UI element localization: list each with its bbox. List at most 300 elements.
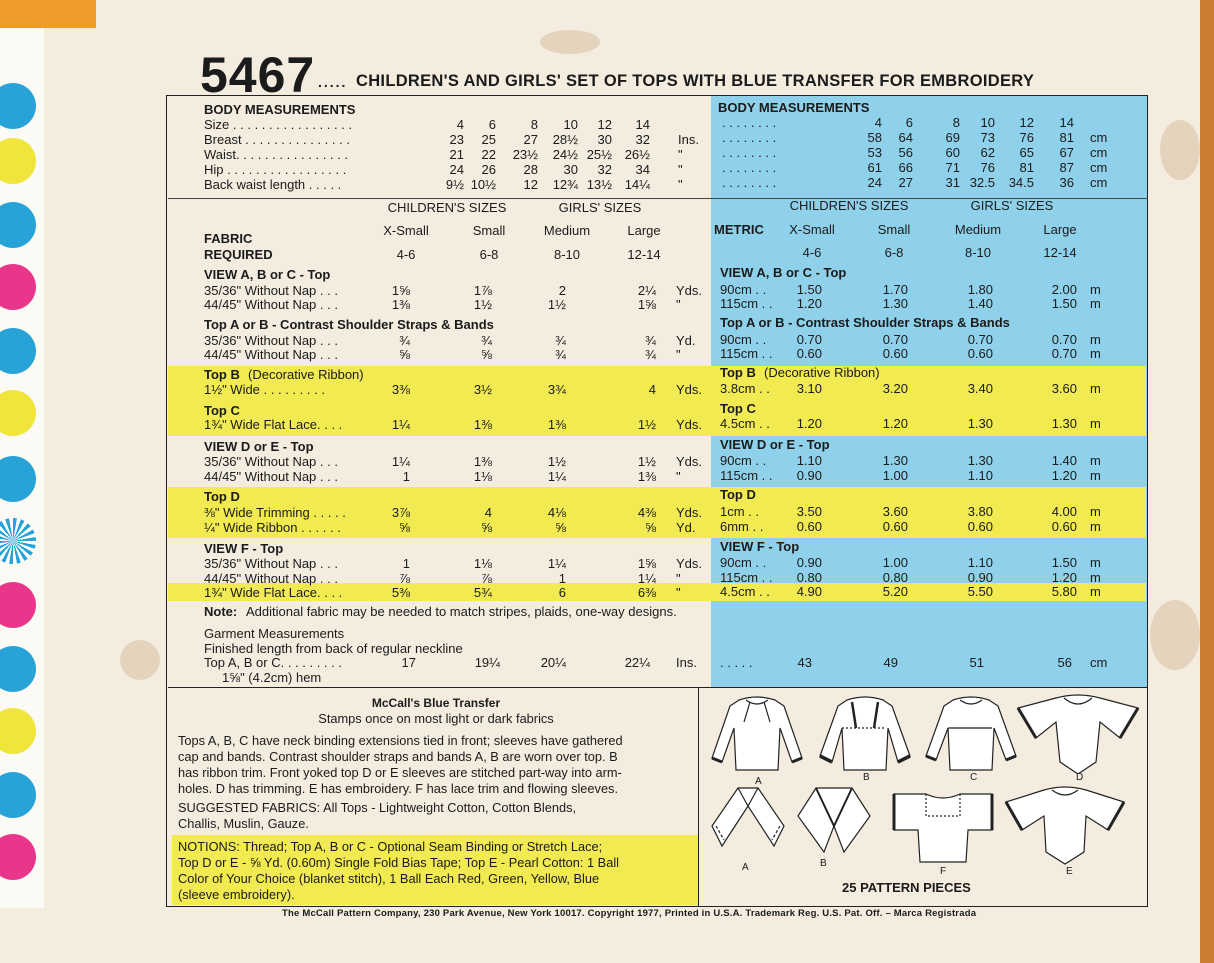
fabric-yardage: ⅝	[555, 520, 566, 535]
fabric-yardage: ¾	[645, 333, 656, 348]
metric-value: 56	[898, 145, 913, 160]
metric-heading: METRIC	[714, 222, 764, 237]
fabric-unit: Yds.	[676, 417, 703, 432]
transfer-title: McCall's Blue Transfer	[371, 696, 501, 710]
note-text: Additional fabric may be needed to match stripes, plaids, one-way designs.	[246, 604, 677, 619]
metric-value: 31	[945, 175, 960, 190]
view-label: B	[820, 858, 827, 869]
fabric-row-label: 44/45" Without Nap . . .	[204, 347, 338, 362]
color-dot-strip	[0, 28, 44, 908]
fabric-unit-metric: m	[1090, 332, 1101, 347]
fabric-meters: 5.20	[882, 584, 908, 599]
view-label: F	[940, 866, 947, 877]
fabric-meters: 0.90	[796, 468, 822, 483]
metric-value: 81	[1059, 130, 1074, 145]
size-name-metric: Medium	[954, 222, 1002, 237]
measurement-value: 10½	[470, 177, 496, 192]
required-heading: REQUIRED	[204, 247, 273, 262]
view-label: D	[1076, 772, 1084, 783]
fabric-unit-metric: m	[1090, 282, 1101, 297]
fabric-unit-metric: m	[1090, 570, 1101, 585]
view-a-back-illustration	[708, 786, 788, 858]
fabric-meters: 0.70	[967, 332, 993, 347]
fabric-yardage: 1	[402, 556, 410, 571]
metric-unit: cm	[1090, 175, 1108, 190]
color-dot	[0, 582, 36, 628]
fabric-yardage: 1½	[547, 454, 566, 469]
color-dot	[0, 328, 36, 374]
measurement-unit: "	[678, 177, 683, 192]
description-line: Tops A, B, C have neck binding extensions tied in front; sleeves have gathered	[178, 733, 623, 748]
measurement-value: 25	[481, 132, 496, 147]
fabric-meters: 3.80	[967, 504, 993, 519]
fabric-meters: 0.70	[1051, 332, 1077, 347]
fabric-meters: 0.80	[796, 570, 822, 585]
section-heading-metric: Top B	[720, 365, 756, 380]
measurement-value: 12	[597, 117, 612, 132]
fabric-meters: 1.80	[967, 282, 993, 297]
view-label: B	[863, 772, 870, 783]
description-line: has ribbon trim. Front yoked top D or E sleeves are stitched part-way into arm-	[178, 765, 622, 780]
title-leader: .....	[318, 74, 348, 90]
garment-metric-unit: cm	[1090, 655, 1108, 670]
metric-value: 66	[898, 160, 913, 175]
size-range-metric: 6-8	[884, 245, 904, 260]
fabric-meters: 1.10	[967, 468, 993, 483]
paper-stain	[1150, 600, 1200, 670]
section-heading-metric: VIEW D or E - Top	[720, 437, 830, 452]
metric-value: 60	[945, 145, 960, 160]
note-label: Note:	[204, 604, 238, 619]
fabric-yardage: 2	[558, 283, 566, 298]
fabric-meters: 1.20	[1051, 468, 1077, 483]
measurement-value: 32	[597, 162, 612, 177]
fabric-meters: 5.80	[1051, 584, 1077, 599]
garment-measurements-subtitle: Finished length from back of regular neckline	[204, 641, 463, 656]
fabric-row-label-metric: 3.8cm . .	[720, 381, 770, 396]
body-measurements-heading-metric: BODY MEASUREMENTS	[718, 100, 870, 115]
orange-corner	[0, 0, 96, 28]
section-heading-metric: VIEW A, B or C - Top	[720, 265, 847, 280]
metric-value: 36	[1059, 175, 1074, 190]
measurement-label: . . . . . . . .	[722, 130, 777, 145]
fabric-yardage: 1⅜	[473, 454, 492, 469]
metric-value: 71	[945, 160, 960, 175]
fabric-meters: 2.00	[1051, 282, 1077, 297]
fabric-row-label: 35/36" Without Nap . . .	[204, 283, 338, 298]
fabric-row-label-metric: 1cm . .	[720, 504, 760, 519]
measurement-value: 25½	[586, 147, 612, 162]
fabric-meters: 0.90	[796, 555, 822, 570]
copyright-footer: The McCall Pattern Company, 230 Park Avenue, New York 10017. Copyright 1977, Printed in U.S.A. Trademark Reg. U.S. Pat. Off. – Marca Registrada	[282, 908, 977, 919]
size-range-metric: 12-14	[1043, 245, 1077, 260]
fabric-meters: 1.20	[796, 296, 822, 311]
fabric-row-label: 1¾" Wide Flat Lace. . . .	[204, 417, 343, 432]
section-heading: Top B	[204, 367, 240, 382]
fabric-unit: "	[676, 585, 681, 600]
color-dot	[0, 646, 36, 692]
metric-value: 76	[980, 160, 995, 175]
measurement-value: 14¼	[624, 177, 650, 192]
fabric-row-label: 44/45" Without Nap . . .	[204, 469, 338, 484]
measurement-unit: Ins.	[678, 132, 699, 147]
measurement-unit: "	[678, 147, 683, 162]
fabric-row-label-metric: 90cm . .	[720, 282, 767, 297]
children-sizes-heading-metric: CHILDREN'S SIZES	[789, 198, 909, 213]
fabric-yardage: 1¼	[391, 454, 410, 469]
measurement-value: 26½	[624, 147, 650, 162]
fabric-meters: 1.30	[1051, 416, 1077, 431]
metric-value: 64	[898, 130, 913, 145]
fabric-yardage: ¾	[645, 347, 656, 362]
size-name-metric: Small	[877, 222, 911, 237]
measurement-value: 32	[635, 132, 650, 147]
section-heading: Top C	[204, 403, 240, 418]
fabric-meters: 3.50	[796, 504, 822, 519]
metric-value: 24	[867, 175, 882, 190]
size-range: 8-10	[553, 247, 581, 262]
fabric-yardage: 1⅜	[391, 297, 410, 312]
divider	[698, 688, 699, 906]
pattern-number: 5467	[200, 47, 316, 103]
color-dot	[0, 83, 36, 129]
fabric-yardage: 3¾	[547, 382, 566, 397]
garment-value: 19¼	[474, 655, 500, 670]
measurement-label: Breast . . . . . . . . . . . . . . .	[204, 132, 350, 147]
metric-value: 61	[867, 160, 882, 175]
children-sizes-heading: CHILDREN'S SIZES	[387, 200, 507, 215]
fabric-row-label-metric: 90cm . .	[720, 332, 767, 347]
fabric-meters: 1.30	[967, 416, 993, 431]
fabric-meters: 1.20	[882, 416, 908, 431]
fabric-meters: 1.20	[796, 416, 822, 431]
fabric-meters: 1.30	[882, 296, 908, 311]
fabric-meters: 4.00	[1051, 504, 1077, 519]
pattern-title: CHILDREN'S AND GIRLS' SET OF TOPS WITH BLUE TRANSFER FOR EMBROIDERY	[356, 72, 1035, 90]
fabric-row-label: 44/45" Without Nap . . .	[204, 297, 338, 312]
fabric-meters: 1.50	[1051, 555, 1077, 570]
fabric-meters: 1.70	[882, 282, 908, 297]
metric-value: 10	[980, 115, 995, 130]
metric-value: 58	[867, 130, 882, 145]
fabric-row-label: 35/36" Without Nap . . .	[204, 556, 338, 571]
measurement-value: 26	[481, 162, 496, 177]
size-range-metric: 8-10	[964, 245, 992, 260]
fabric-yardage: 1¼	[637, 571, 656, 586]
measurement-value: 14	[635, 117, 650, 132]
notions-line: (sleeve embroidery).	[178, 887, 295, 902]
fabric-meters: 1.10	[796, 453, 822, 468]
measurement-value: 22	[481, 147, 496, 162]
color-dot	[0, 834, 36, 880]
metric-value: 27	[898, 175, 913, 190]
fabric-unit: Yds.	[676, 556, 703, 571]
measurement-value: 28½	[552, 132, 578, 147]
metric-value: 65	[1019, 145, 1034, 160]
section-heading: Top D	[204, 489, 240, 504]
fabric-row-label-metric: 115cm . .	[720, 468, 773, 483]
size-name: Large	[627, 223, 661, 238]
fabric-row-label: ¼" Wide Ribbon . . . . . .	[204, 520, 341, 535]
fabric-yardage: 1½	[637, 417, 656, 432]
measurement-label: . . . . . . . .	[722, 175, 777, 190]
fabric-unit-metric: m	[1090, 346, 1101, 361]
measurement-value: 34	[635, 162, 650, 177]
metric-value: 76	[1019, 130, 1034, 145]
fabric-row-label-metric: 90cm . .	[720, 453, 767, 468]
metric-unit: cm	[1090, 145, 1108, 160]
fabric-yardage: 1½	[547, 297, 566, 312]
fabric-row-label-metric: 115cm . .	[720, 346, 773, 361]
fabric-meters: 0.60	[967, 519, 993, 534]
notions	[178, 839, 694, 903]
garment-metric-value: 43	[797, 655, 812, 670]
metric-value: 62	[980, 145, 995, 160]
fabric-yardage: ¾	[555, 333, 566, 348]
garment-measurements-title: Garment Measurements	[204, 626, 345, 641]
size-range: 12-14	[627, 247, 661, 262]
fabrics-line: SUGGESTED FABRICS: All Tops - Lightweight Cotton, Cotton Blends,	[178, 800, 577, 815]
fabric-meters: 1.00	[882, 468, 908, 483]
garment-metric-value: 56	[1057, 655, 1072, 670]
fabric-meters: 0.60	[882, 346, 908, 361]
color-dot	[0, 518, 36, 564]
fabric-meters: 0.60	[796, 519, 822, 534]
fabric-yardage: ¾	[399, 333, 410, 348]
measurement-label: Waist. . . . . . . . . . . . . . . .	[204, 147, 348, 162]
measurement-unit: "	[678, 162, 683, 177]
fabric-yardage: 1¼	[547, 469, 566, 484]
fabric-yardage: 1	[402, 469, 410, 484]
fabric-yardage: 1⅞	[473, 283, 492, 298]
metric-value: 14	[1059, 115, 1074, 130]
fabric-meters: 1.50	[1051, 296, 1077, 311]
metric-unit: cm	[1090, 160, 1108, 175]
measurement-value: 28	[523, 162, 538, 177]
metric-value: 4	[874, 115, 882, 130]
body-measurements-heading: BODY MEASUREMENTS	[204, 102, 356, 117]
color-dot	[0, 708, 36, 754]
fabric-meters: 3.10	[796, 381, 822, 396]
notions-line: Top D or E - ⅝ Yd. (0.60m) Single Fold Bias Tape; Top E - Pearl Cotton: 1 Ball	[178, 855, 620, 870]
fabric-yardage: 3⅜	[391, 382, 410, 397]
fabric-unit-metric: m	[1090, 381, 1101, 396]
suggested-fabrics	[178, 800, 694, 832]
fabric-yardage: ⅝	[645, 520, 656, 535]
fabric-row-label-metric: 6mm . .	[720, 519, 764, 534]
fabric-unit: "	[676, 297, 681, 312]
fabric-yardage: 2¼	[637, 283, 656, 298]
garment-hem: 1⅝" (4.2cm) hem	[222, 670, 322, 685]
paper-stain	[1160, 120, 1200, 180]
garment-value: 17	[401, 655, 416, 670]
paper-stain	[120, 640, 160, 680]
fabric-meters: 1.40	[1051, 453, 1077, 468]
view-label: A	[755, 776, 762, 787]
description-line: holes. D has trimming. E has embroidery. F has lace trim and flowing sleeves.	[178, 781, 619, 796]
section-heading-metric: Top A or B - Contrast Shoulder Straps & Bands	[720, 315, 1010, 330]
fabric-yardage: 1½	[637, 454, 656, 469]
measurement-value: 4	[456, 117, 464, 132]
fabric-yardage: 4⅛	[547, 505, 566, 520]
fabric-meters: 1.30	[882, 453, 908, 468]
garment-metric-value: 49	[883, 655, 898, 670]
metric-value: 73	[980, 130, 995, 145]
fabric-row-label-metric: 4.5cm . .	[720, 584, 770, 599]
metric-value: 87	[1059, 160, 1074, 175]
fabric-row-label: 35/36" Without Nap . . .	[204, 333, 338, 348]
size-name: Small	[472, 223, 506, 238]
fabric-unit-metric: m	[1090, 504, 1101, 519]
fabric-meters: 3.60	[1051, 381, 1077, 396]
measurement-value: 10	[563, 117, 578, 132]
fabric-meters: 0.70	[882, 332, 908, 347]
metric-value: 32.5	[969, 175, 995, 190]
measurement-value: 21	[449, 147, 464, 162]
fabric-yardage: 1⅜	[473, 417, 492, 432]
fabric-yardage: 1⅝	[391, 283, 410, 298]
measurement-value: 30	[597, 132, 612, 147]
fabric-meters: 0.60	[796, 346, 822, 361]
measurement-value: 24½	[552, 147, 578, 162]
divider	[168, 687, 1148, 688]
metric-value: 67	[1059, 145, 1074, 160]
fabric-yardage: 1⅜	[547, 417, 566, 432]
metric-value: 53	[867, 145, 882, 160]
fabric-yardage: 1¼	[547, 556, 566, 571]
fabric-row-label: 1¾" Wide Flat Lace. . . .	[204, 585, 343, 600]
description-body	[178, 733, 694, 797]
fabric-unit-metric: m	[1090, 416, 1101, 431]
fabric-yardage: 5⅜	[391, 585, 410, 600]
view-f-illustration	[890, 790, 996, 864]
section-heading: VIEW F - Top	[204, 541, 284, 556]
view-label: E	[1066, 866, 1073, 877]
fabric-unit: "	[676, 347, 681, 362]
view-c-illustration	[918, 692, 1024, 774]
measurement-label: . . . . . . . .	[722, 160, 777, 175]
fabric-meters: 5.50	[967, 584, 993, 599]
section-heading-metric: Top C	[720, 401, 756, 416]
fabric-meters: 1.50	[796, 282, 822, 297]
color-dot	[0, 456, 36, 502]
fabric-unit-metric: m	[1090, 584, 1101, 599]
measurement-value: 8	[530, 117, 538, 132]
fabric-row-label: 1½" Wide . . . . . . . . .	[204, 382, 325, 397]
girls-sizes-heading: GIRLS' SIZES	[558, 200, 642, 215]
description-panel	[178, 695, 694, 903]
color-dot	[0, 772, 36, 818]
fabric-meters: 1.10	[967, 555, 993, 570]
fabric-yardage: 1⅛	[473, 556, 492, 571]
section-heading: VIEW D or E - Top	[204, 439, 314, 454]
size-name: X-Small	[383, 223, 429, 238]
girls-sizes-heading-metric: GIRLS' SIZES	[970, 198, 1054, 213]
fabric-yardage: 1¼	[391, 417, 410, 432]
fabric-meters: 1.00	[882, 555, 908, 570]
fabric-meters: 0.70	[1051, 346, 1077, 361]
size-name-metric: Large	[1043, 222, 1077, 237]
fabric-yardage: 5¾	[473, 585, 492, 600]
fabric-yardage: 3⅞	[391, 505, 410, 520]
paper-stain	[540, 30, 600, 54]
measurement-label: . . . . . . . .	[722, 115, 777, 130]
color-dot	[0, 264, 36, 310]
fabric-yardage: 1⅝	[637, 297, 656, 312]
fabric-heading: FABRIC	[204, 231, 253, 246]
measurement-label: . . . . . . . .	[722, 145, 777, 160]
envelope-edge	[1200, 0, 1214, 963]
fabric-meters: 0.60	[967, 346, 993, 361]
metric-unit: cm	[1090, 130, 1108, 145]
fabric-unit-metric: m	[1090, 519, 1101, 534]
fabric-yardage: 3½	[473, 382, 492, 397]
measurement-value: 13½	[586, 177, 612, 192]
fabric-yardage: ⅝	[481, 520, 492, 535]
fabrics-line: Challis, Muslin, Gauze.	[178, 816, 309, 831]
measurement-value: 23½	[512, 147, 538, 162]
fabric-yardage: ⅞	[481, 571, 492, 586]
metric-value: 81	[1019, 160, 1034, 175]
size-range-metric: 4-6	[802, 245, 822, 260]
fabric-meters: 1.30	[967, 453, 993, 468]
fabric-unit-metric: m	[1090, 555, 1101, 570]
measurement-value: 30	[563, 162, 578, 177]
garment-value: 22¼	[624, 655, 650, 670]
fabric-meters: 0.60	[882, 519, 908, 534]
fabric-yardage: ⅞	[399, 571, 410, 586]
measurement-value: 6	[488, 117, 496, 132]
fabric-yardage: 1⅛	[473, 469, 492, 484]
fabric-meters: 3.20	[882, 381, 908, 396]
fabric-yardage: ¾	[555, 347, 566, 362]
view-b-back-illustration	[794, 786, 874, 858]
fabric-meters: 0.70	[796, 332, 822, 347]
fabric-meters: 0.60	[1051, 519, 1077, 534]
fabric-yardage: 4⅜	[637, 505, 656, 520]
fabric-yardage: 1⅜	[637, 469, 656, 484]
fabric-row-label: 44/45" Without Nap . . .	[204, 571, 338, 586]
fabric-unit: Yd.	[676, 520, 696, 535]
pattern-pieces-count: 25 PATTERN PIECES	[842, 880, 971, 895]
fabric-row-label-metric: 4.5cm . .	[720, 416, 770, 431]
fabric-row-label-metric: 115cm . .	[720, 296, 773, 311]
color-dot	[0, 202, 36, 248]
fabric-yardage: ⅝	[399, 520, 410, 535]
fabric-yardage: ⅝	[481, 347, 492, 362]
measurement-value: 12	[523, 177, 538, 192]
metric-value: 6	[905, 115, 913, 130]
fabric-yardage: 1⅝	[637, 556, 656, 571]
fabric-row-label: ⅜" Wide Trimming . . . . .	[204, 505, 346, 520]
view-label: A	[742, 862, 749, 873]
fabric-meters: 3.60	[882, 504, 908, 519]
section-heading-metric: Top D	[720, 487, 756, 502]
notions-line: Color of Your Choice (blanket stitch), 1 Ball Each Red, Green, Yellow, Blue	[178, 871, 600, 886]
metric-value: 12	[1019, 115, 1034, 130]
metric-value: 34.5	[1008, 175, 1034, 190]
metric-value: 8	[952, 115, 960, 130]
size-range: 4-6	[396, 247, 416, 262]
fabric-yardage: 1	[558, 571, 566, 586]
measurement-value: 27	[523, 132, 538, 147]
fabric-yardage: 4	[484, 505, 492, 520]
size-range: 6-8	[479, 247, 499, 262]
fabric-meters: 3.40	[967, 381, 993, 396]
section-heading: VIEW A, B or C - Top	[204, 267, 331, 282]
measurement-value: 23	[449, 132, 464, 147]
fabric-row-label-metric: 90cm . .	[720, 555, 767, 570]
